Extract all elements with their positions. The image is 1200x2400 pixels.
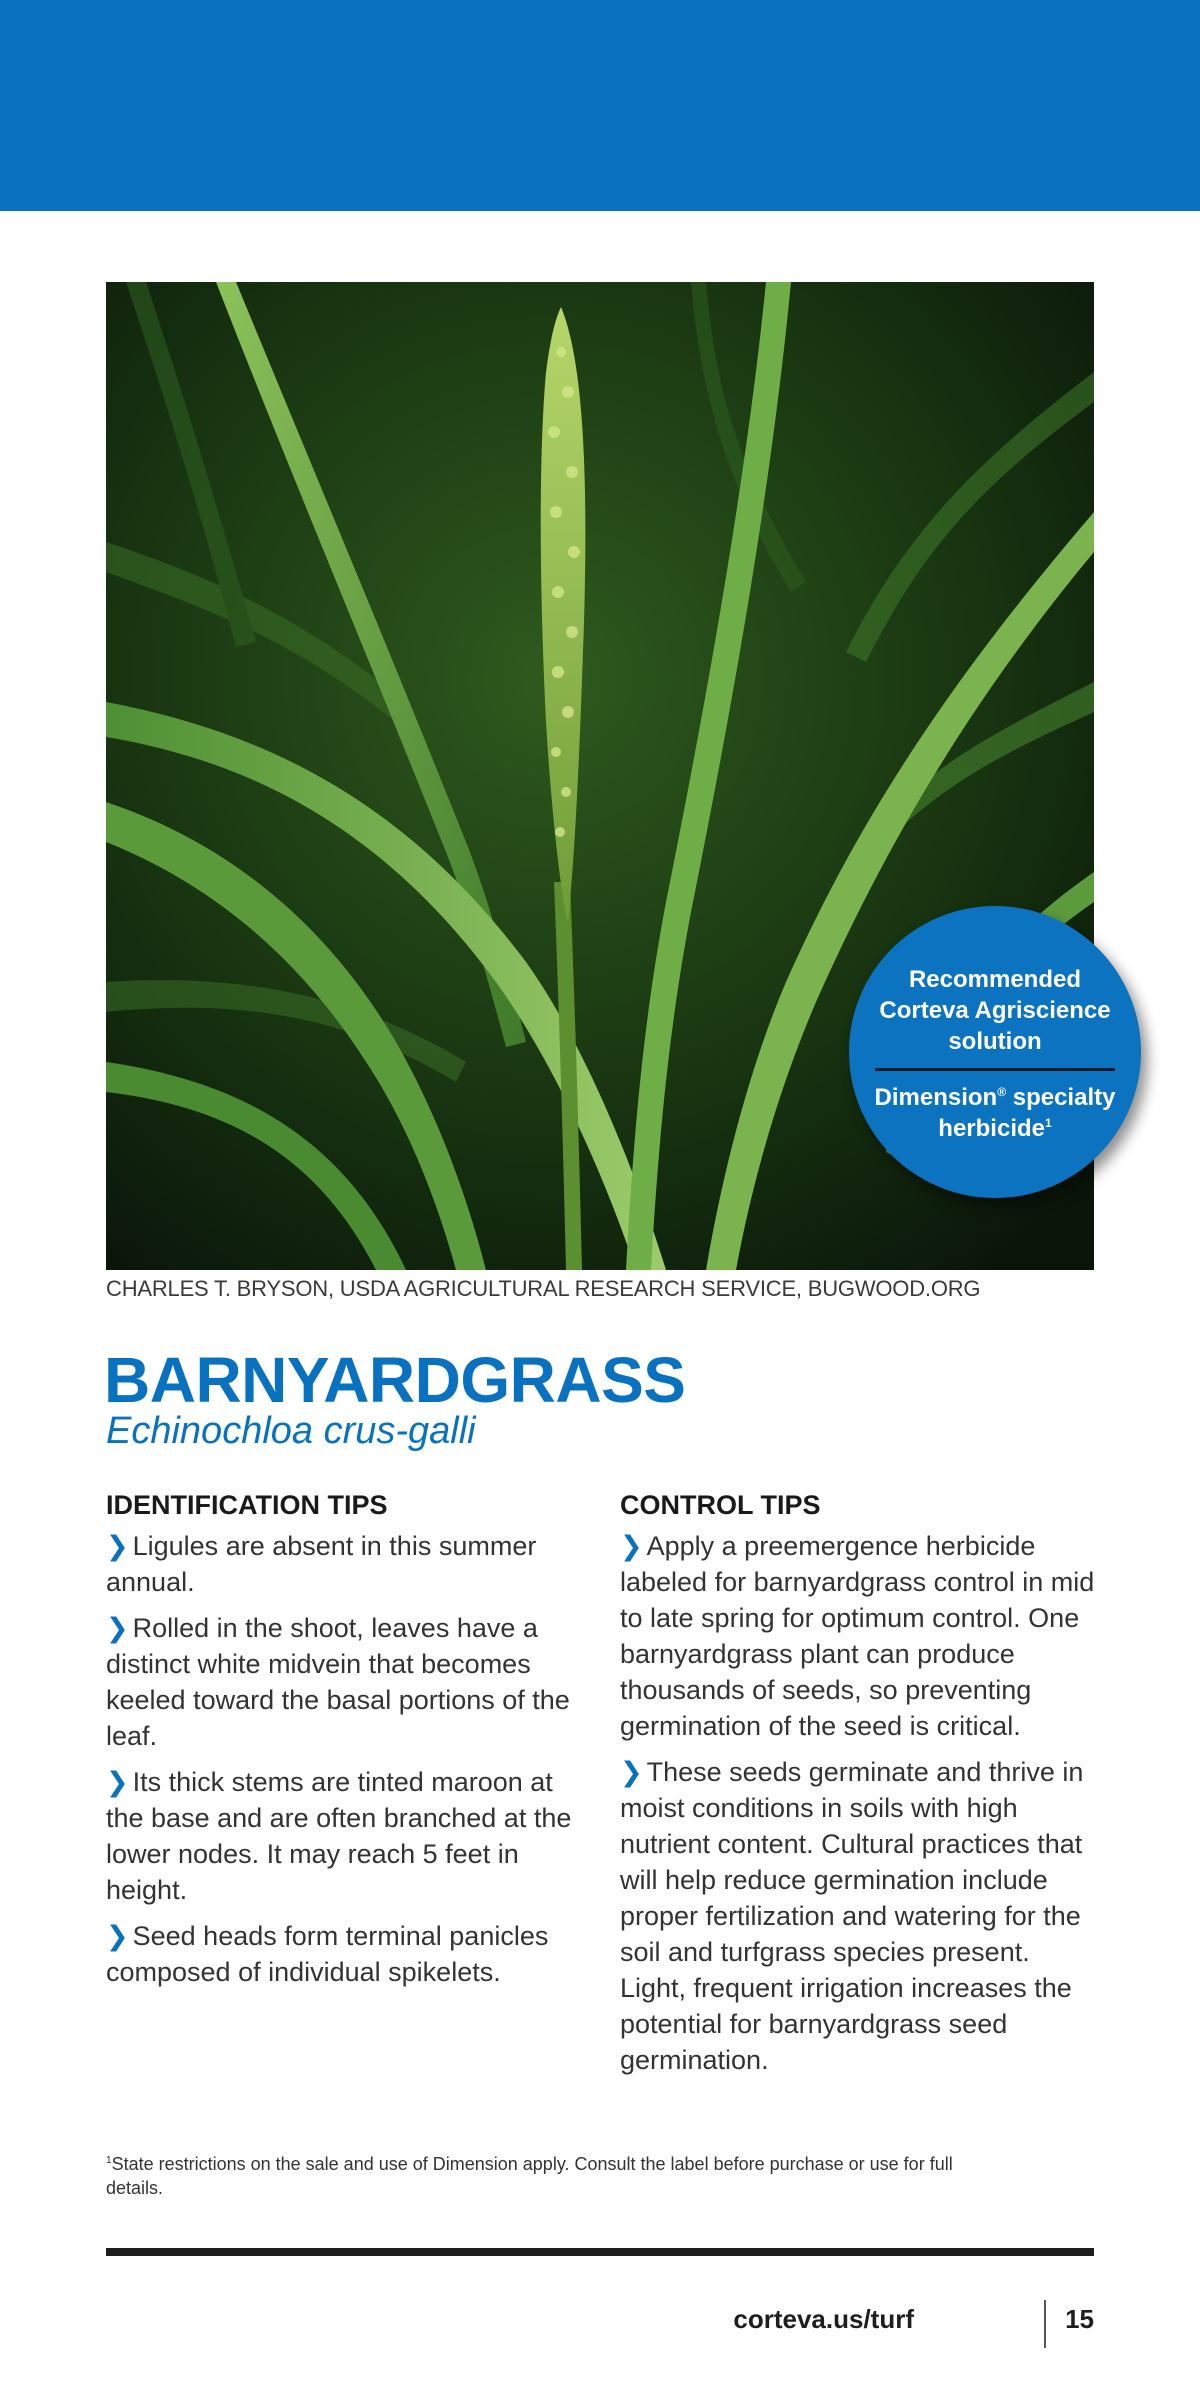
control-tip xyxy=(620,1528,1100,1744)
identification-tip xyxy=(106,1764,576,1908)
footnote-text: State restrictions on the sale and use of Dimension apply. Consult the label before purchase or use for full details. xyxy=(106,2154,953,2198)
footnote xyxy=(106,2152,1006,2200)
footer-rule xyxy=(106,2248,1094,2256)
chevron-right-icon: ❯ xyxy=(106,1767,129,1797)
chevron-right-icon: ❯ xyxy=(106,1613,129,1643)
identification-tips-section xyxy=(106,1488,576,2000)
badge-product-suffix: specialty herbicide xyxy=(938,1084,1116,1142)
control-tips-heading: CONTROL TIPS xyxy=(620,1490,821,1520)
photo-credit: CHARLES T. BRYSON, USDA AGRICULTURAL RESEARCH SERVICE, BUGWOOD.ORG xyxy=(106,1276,981,1301)
chevron-right-icon: ❯ xyxy=(620,1531,643,1561)
page-footer xyxy=(733,2300,1094,2344)
tip-text: Ligules are absent in this summer annual. xyxy=(106,1531,537,1597)
chevron-right-icon: ❯ xyxy=(106,1531,129,1561)
identification-tip xyxy=(106,1528,576,1600)
badge-product-name: Dimension xyxy=(874,1084,998,1111)
weed-common-name: BARNYARDGRASS xyxy=(104,1344,686,1416)
footer-divider xyxy=(1044,2300,1046,2348)
badge-heading: Recommended Corteva Agriscience solution xyxy=(879,966,1111,1055)
footnote-mark: 1 xyxy=(1045,1116,1052,1130)
page-number: 15 xyxy=(1065,2304,1094,2334)
chevron-right-icon: ❯ xyxy=(106,1921,129,1951)
tip-text: Seed heads form terminal panicles composed of individual spikelets. xyxy=(106,1921,549,1987)
tip-text: These seeds germinate and thrive in moist conditions in soils with high nutrient content. Cultural practices that will help reduce germination include proper fertilization and watering for the soil and turfgrass species present. Light, frequent irrigation increases the potential for barnyardgrass seed germination. xyxy=(620,1757,1084,2075)
identification-tip xyxy=(106,1918,576,1990)
badge-divider xyxy=(875,1068,1115,1071)
tip-text: Its thick stems are tinted maroon at the base and are often branched at the lower nodes. It may reach 5 feet in height. xyxy=(106,1767,572,1905)
weed-scientific-name: Echinochloa crus-galli xyxy=(106,1410,476,1452)
recommended-solution-badge xyxy=(849,906,1141,1198)
footnote-number: 1 xyxy=(106,2155,112,2166)
identification-tips-heading: IDENTIFICATION TIPS xyxy=(106,1490,388,1520)
control-tip xyxy=(620,1754,1100,2078)
header-color-band xyxy=(0,0,1200,211)
control-tips-section xyxy=(620,1488,1100,2088)
registered-mark: ® xyxy=(997,1085,1007,1099)
tip-text: Apply a preemergence herbicide labeled for barnyardgrass control in mid to late spring for optimum control. One barnyardgrass plant can produce thousands of seeds, so preventing germination of the seed is critical. xyxy=(620,1531,1095,1741)
website-link[interactable]: corteva.us/turf xyxy=(733,2304,914,2334)
badge-product xyxy=(863,1082,1127,1144)
identification-tip xyxy=(106,1610,576,1754)
chevron-right-icon: ❯ xyxy=(620,1757,643,1787)
tip-text: Rolled in the shoot, leaves have a distinct white midvein that becomes keeled toward the basal portions of the leaf. xyxy=(106,1613,570,1751)
